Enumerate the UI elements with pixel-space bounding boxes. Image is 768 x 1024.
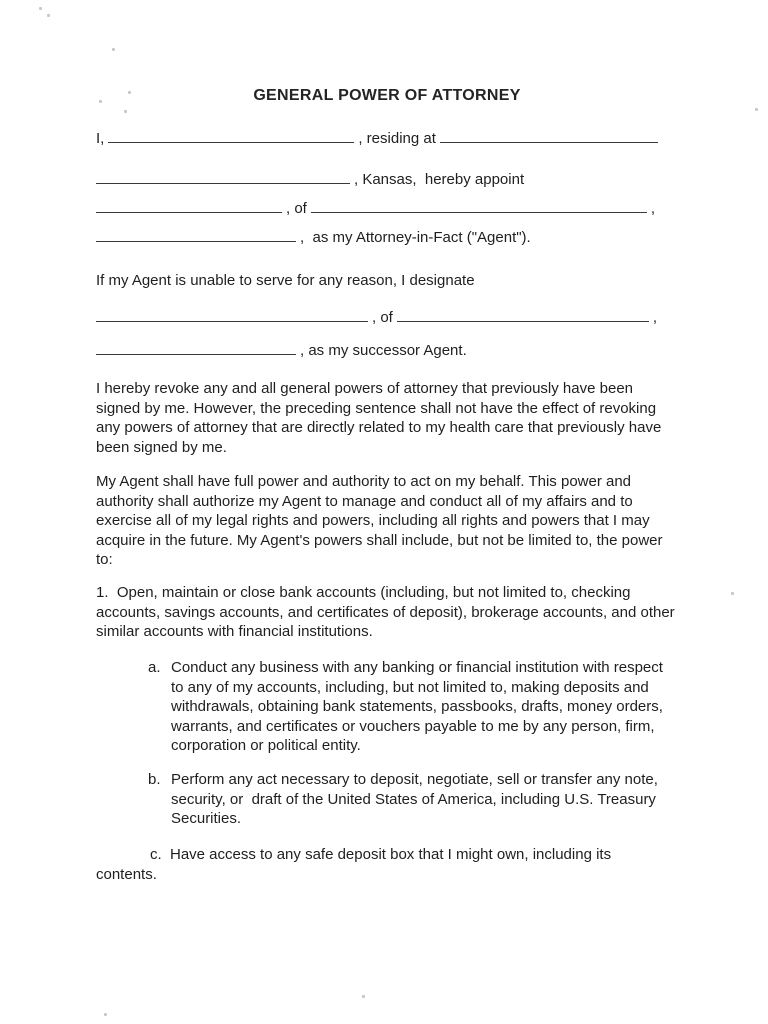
form-line-agent-city [96, 228, 678, 249]
form-line-principal [96, 129, 678, 150]
page-title: GENERAL POWER OF ATTORNEY [253, 87, 521, 104]
successor-line-comma: , [652, 309, 658, 326]
agent-line-comma: , [650, 200, 656, 217]
successor-city-blank [96, 341, 296, 355]
designate-lead-label: If my Agent is unable to serve for any reason, I designate [96, 272, 475, 289]
agent-city-blank [96, 228, 296, 242]
form-line-agent [96, 199, 678, 220]
item-b-text: Perform any act necessary to deposit, negotiate, sell or transfer any note, security, or draft of the United States of America, including U.S. Treasury Securities. [171, 771, 658, 827]
agent-address-blank [311, 199, 647, 213]
form-line-successor-city [96, 341, 678, 362]
power-item-1c [96, 845, 678, 884]
residence-address-blank [440, 129, 658, 143]
residence-city-blank [96, 170, 350, 184]
principal-lead-in: I, [96, 130, 105, 147]
item-a-label: a. [148, 659, 161, 676]
scan-speckle [47, 14, 50, 17]
scan-speckle [39, 7, 42, 10]
successor-address-blank [397, 308, 649, 322]
power-item-1: 1. Open, maintain or close bank accounts (including, but not limited to, checking accounts, savings accounts, and certificates of deposit), brokerage accounts, and other similar accounts with financial institutions. [96, 584, 675, 640]
power-item-1a [96, 658, 678, 756]
residing-at-label: , residing at [358, 130, 436, 147]
item-c-line1: c. Have access to any safe deposit box that I might own, including its [150, 846, 612, 863]
scan-speckle [104, 1013, 107, 1016]
form-line-city [96, 170, 678, 191]
item-a-text: Conduct any business with any banking or financial institution with respect to any of my accounts, including, but not limited to, making deposits and withdrawals, obtaining bank statements, passbooks, drafts, money orders, warrants, and certificates or vouchers payable to me by any person, firm, corporation or political entity. [171, 659, 663, 754]
scan-speckle [124, 110, 127, 113]
form-line-successor [96, 308, 678, 329]
attorney-in-fact-label: , as my Attorney-in-Fact ("Agent"). [300, 229, 531, 246]
item-b-label: b. [148, 771, 161, 788]
revocation-paragraph: I hereby revoke any and all general powers of attorney that previously have been signed by me. However, the preceding sentence shall not have the effect of revoking any powers of attorney that are directly related to my health care that previously have been signed by me. [96, 380, 662, 456]
power-item-1b [96, 770, 678, 829]
successor-agent-label: , as my successor Agent. [300, 342, 467, 359]
successor-name-blank [96, 308, 368, 322]
principal-name-blank [108, 129, 354, 143]
kansas-appoint-label: , Kansas, hereby appoint [354, 171, 525, 188]
agent-name-blank [96, 199, 282, 213]
authority-paragraph: My Agent shall have full power and authority to act on my behalf. This power and authority shall authorize my Agent to manage and conduct all of my affairs and to exercise all of my legal rights and powers, including all rights and powers that I may acquire in the future. My Agent's powers shall include, but not be limited to, the power to: [96, 473, 663, 568]
successor-of-label: , of [372, 309, 393, 326]
item-c-line2: contents. [96, 865, 157, 883]
scan-speckle [112, 48, 115, 51]
scan-speckle [731, 592, 734, 595]
agent-of-label: , of [286, 200, 307, 217]
designate-lead-text [96, 271, 678, 291]
scan-speckle [755, 108, 758, 111]
scan-speckle [362, 995, 365, 998]
